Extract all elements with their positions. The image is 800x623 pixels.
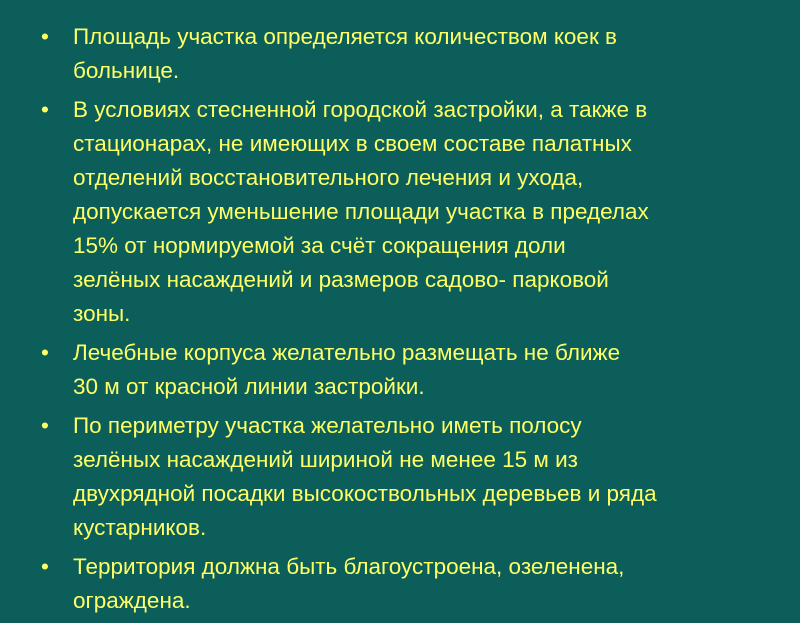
bullet-item-5 <box>0 550 800 618</box>
bullet-text: Территория должна быть благоустроена, озеленена, ограждена. <box>73 554 625 613</box>
bullet-text: В условиях стесненной городской застройки, а также в стационарах, не имеющих в своем составе палатных отделений восстановительного лечения и ухода, допускается уменьшение площади участка в пределах 15% от нормируемой за счёт сокращения доли зелёных насаждений и размеров садово- парковой зоны. <box>73 97 649 326</box>
bullet-icon: • <box>41 340 49 365</box>
bullet-item-3 <box>0 336 800 404</box>
bullet-item-1 <box>0 20 800 88</box>
bullet-icon: • <box>41 24 49 49</box>
bullet-icon: • <box>41 97 49 122</box>
bullet-text: Лечебные корпуса желательно размещать не ближе 30 м от красной линии застройки. <box>73 340 621 399</box>
bullet-text: По периметру участка желательно иметь полосу зелёных насаждений шириной не менее 15 м из двухрядной посадки высокоствольных деревьев и ряда кустарников. <box>73 413 657 540</box>
bullet-icon: • <box>41 554 49 579</box>
bullet-item-2 <box>0 93 800 331</box>
bullet-icon: • <box>41 413 49 438</box>
bullet-item-4 <box>0 409 800 545</box>
bullet-list <box>0 20 800 623</box>
bullet-text: Площадь участка определяется количеством коек в больнице. <box>73 24 617 83</box>
